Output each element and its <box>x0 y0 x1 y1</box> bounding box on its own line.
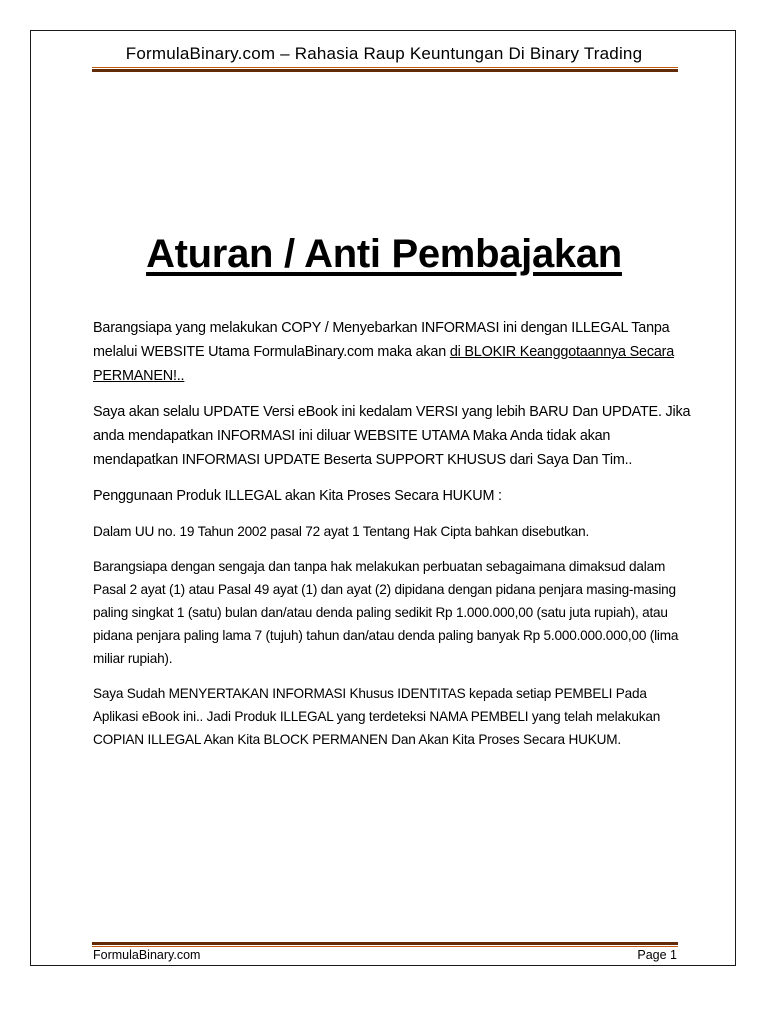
page-number: Page 1 <box>637 948 677 962</box>
footer-rule <box>92 942 678 947</box>
paragraph-update-info: Saya akan selalu UPDATE Versi eBook ini kedalam VERSI yang lebih BARU Dan UPDATE. Jika anda mendapatkan INFORMASI ini diluar WEBSITE UTAMA Maka Anda tidak akan mendapatkan INFORMASI UPDATE Beserta SUPPORT KHUSUS dari Saya Dan Tim.. <box>93 404 691 468</box>
paragraph-copy-warning-text: Barangsiapa yang melakukan COPY / Menyebarkan INFORMASI ini dengan ILLEGAL Tanpa melalui WEBSITE Utama FormulaBinary.com maka akan <box>93 320 670 360</box>
footer-site: FormulaBinary.com <box>93 948 201 962</box>
blokir-underlined-text: di BLOKIR Keanggotaannya Secara PERMANEN!.. <box>93 344 675 384</box>
running-header: FormulaBinary.com – Rahasia Raup Keuntungan Di Binary Trading <box>125 44 643 63</box>
body-text <box>93 316 693 763</box>
paragraph-legal-process: Penggunaan Produk ILLEGAL akan Kita Proses Secara HUKUM : <box>93 488 502 504</box>
header-rule <box>92 67 678 72</box>
paragraph-copy-warning <box>93 316 693 388</box>
paragraph-identity: Saya Sudah MENYERTAKAN INFORMASI Khusus IDENTITAS kepada setiap PEMBELI Pada Aplikasi eBook ini.. Jadi Produk ILLEGAL yang terdeteksi NAMA PEMBELI yang telah melakukan COPIAN ILLEGAL Akan Kita BLOCK PERMANEN Dan Akan Kita Proses Secara HUKUM. <box>93 686 661 747</box>
paragraph-penalty: Barangsiapa dengan sengaja dan tanpa hak melakukan perbuatan sebagaimana dimaksud dalam Pasal 2 ayat (1) atau Pasal 49 ayat (1) dan ayat (2) dipidana dengan pidana penjara masing-masing paling singkat 1 (satu) bulan dan/atau denda paling sedikit Rp 1.000.000,00 (satu juta rupiah), atau pidana penjara paling lama 7 (tujuh) tahun dan/atau denda paling banyak Rp 5.000.000.000,00 (lima miliar rupiah). <box>93 559 679 666</box>
page-title: Aturan / Anti Pembajakan <box>146 232 622 276</box>
paragraph-law-reference: Dalam UU no. 19 Tahun 2002 pasal 72 ayat 1 Tentang Hak Cipta bahkan disebutkan. <box>93 524 590 539</box>
